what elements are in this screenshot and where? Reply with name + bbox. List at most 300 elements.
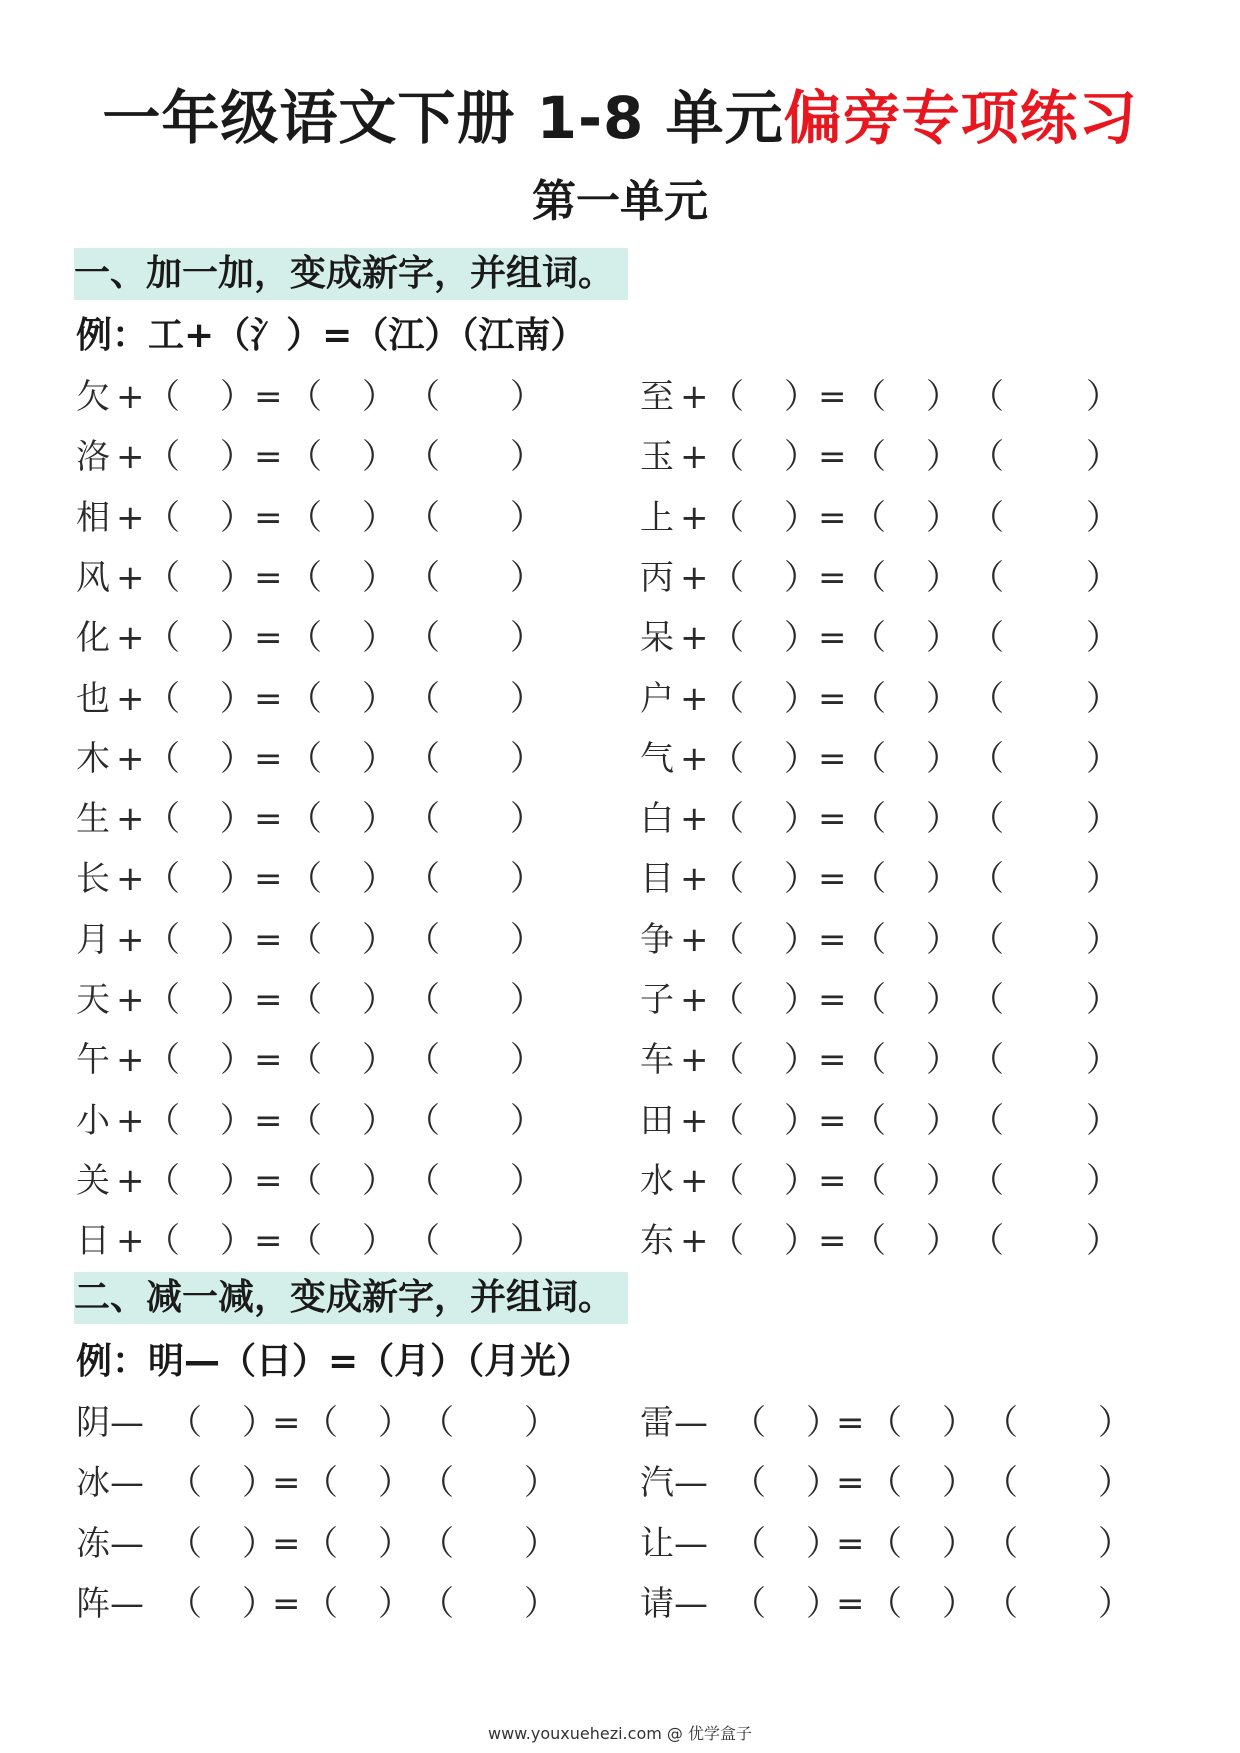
blank-open: （ [710, 799, 744, 840]
blank-close: ） [784, 1100, 818, 1141]
operator: + [680, 980, 709, 1020]
equals-sign: = [818, 1221, 847, 1262]
equals-sign: = [254, 618, 283, 659]
blank-close: ） [220, 1100, 254, 1141]
answer-close: ） [942, 1583, 976, 1624]
answer-open: （ [288, 738, 322, 779]
answer-close: ） [362, 437, 396, 478]
answer-open: （ [288, 1100, 322, 1141]
section1-example: 例：工+（氵）=（江）（江南） [76, 315, 587, 356]
exercise-row [76, 1096, 596, 1146]
exercise-row [76, 613, 596, 663]
exercise-char: 木 [76, 738, 110, 779]
blank-open: （ [710, 919, 744, 960]
exercise-char: 让 [640, 1523, 674, 1564]
answer-close: ） [362, 1040, 396, 1081]
blank-close: ） [784, 919, 818, 960]
exercise-row [640, 1035, 1160, 1085]
blank-close: ） [806, 1523, 840, 1564]
answer-close: ） [362, 497, 396, 538]
exercise-char: 相 [76, 497, 110, 538]
answer-close: ） [926, 678, 960, 719]
exercise-char: 户 [640, 678, 674, 719]
exercise-char: 欠 [76, 377, 110, 417]
answer-close: ） [926, 497, 960, 538]
equals-sign: = [818, 437, 847, 478]
answer-open: （ [868, 1403, 902, 1443]
word-open: （ [420, 1463, 454, 1504]
equals-sign: = [836, 1523, 865, 1564]
word-close: ） [524, 1523, 558, 1564]
exercise-row [76, 1458, 596, 1508]
answer-close: ） [362, 1160, 396, 1201]
answer-open: （ [868, 1523, 902, 1564]
operator: + [116, 618, 145, 659]
blank-close: ） [784, 1160, 818, 1201]
word-close: ） [510, 377, 544, 417]
exercise-char: 上 [640, 497, 674, 538]
equals-sign: = [254, 1221, 283, 1262]
blank-close: ） [784, 678, 818, 719]
operator: — [110, 1403, 144, 1443]
operator: + [680, 1160, 709, 1201]
operator: + [116, 1100, 145, 1141]
answer-open: （ [868, 1583, 902, 1624]
answer-open: （ [288, 859, 322, 900]
blank-close: ） [220, 738, 254, 779]
equals-sign: = [818, 980, 847, 1020]
answer-close: ） [378, 1523, 412, 1564]
word-close: ） [510, 678, 544, 719]
exercise-row [76, 674, 596, 724]
blank-open: （ [168, 1583, 202, 1624]
equals-sign: = [254, 678, 283, 719]
exercise-char: 也 [76, 678, 110, 719]
exercise-char: 风 [76, 557, 110, 598]
page-title [0, 78, 1240, 158]
unit-subtitle: 第一单元 [532, 176, 708, 227]
answer-close: ） [362, 618, 396, 659]
answer-close: ） [362, 799, 396, 840]
exercise-char: 东 [640, 1221, 674, 1262]
answer-open: （ [852, 1100, 886, 1141]
answer-close: ） [926, 859, 960, 900]
word-close: ） [510, 1100, 544, 1141]
exercise-row [76, 734, 596, 784]
answer-close: ） [378, 1463, 412, 1504]
blank-open: （ [710, 678, 744, 719]
operator: + [116, 738, 145, 779]
answer-close: ） [362, 678, 396, 719]
word-open: （ [984, 1403, 1018, 1443]
answer-close: ） [942, 1523, 976, 1564]
exercise-char: 目 [640, 859, 674, 900]
answer-open: （ [304, 1403, 338, 1443]
blank-close: ） [220, 678, 254, 719]
word-open: （ [984, 1583, 1018, 1624]
exercise-row [76, 1398, 596, 1448]
blank-open: （ [710, 497, 744, 538]
word-close: ） [510, 1040, 544, 1081]
blank-open: （ [146, 618, 180, 659]
equals-sign: = [818, 919, 847, 960]
answer-open: （ [852, 738, 886, 779]
exercise-row [640, 613, 1160, 663]
exercise-row [640, 734, 1160, 784]
exercise-row [640, 854, 1160, 904]
answer-open: （ [852, 919, 886, 960]
exercise-row [640, 1398, 1160, 1448]
exercise-row [76, 432, 596, 482]
answer-open: （ [288, 678, 322, 719]
blank-close: ） [220, 437, 254, 478]
word-close: ） [1086, 497, 1120, 538]
exercise-row [76, 854, 596, 904]
answer-open: （ [304, 1583, 338, 1624]
equals-sign: = [254, 859, 283, 900]
blank-open: （ [732, 1583, 766, 1624]
answer-open: （ [288, 618, 322, 659]
answer-close: ） [378, 1403, 412, 1443]
operator: + [116, 859, 145, 900]
word-close: ） [510, 1221, 544, 1262]
operator: + [116, 919, 145, 960]
exercise-char: 关 [76, 1160, 110, 1201]
word-close: ） [1086, 377, 1120, 417]
operator: + [116, 1040, 145, 1081]
word-open: （ [970, 1100, 1004, 1141]
word-close: ） [510, 919, 544, 960]
equals-sign: = [818, 678, 847, 719]
blank-open: （ [146, 799, 180, 840]
word-close: ） [510, 859, 544, 900]
exercise-row [76, 372, 596, 422]
answer-close: ） [926, 1160, 960, 1201]
blank-open: （ [146, 678, 180, 719]
blank-close: ） [220, 497, 254, 538]
operator: + [116, 377, 145, 417]
exercise-row [76, 1035, 596, 1085]
title-main: 一年级语文下册 1-8 单元 [102, 84, 784, 152]
exercise-char: 洛 [76, 437, 110, 478]
operator: + [116, 437, 145, 478]
word-open: （ [984, 1463, 1018, 1504]
blank-open: （ [710, 1100, 744, 1141]
answer-close: ） [926, 557, 960, 598]
word-close: ） [1086, 557, 1120, 598]
answer-open: （ [852, 437, 886, 478]
blank-open: （ [146, 377, 180, 417]
blank-open: （ [710, 618, 744, 659]
operator: + [680, 919, 709, 960]
exercise-char: 冰 [76, 1463, 110, 1504]
exercise-char: 汽 [640, 1463, 674, 1504]
blank-open: （ [168, 1463, 202, 1504]
blank-open: （ [146, 980, 180, 1020]
exercise-row [640, 1458, 1160, 1508]
exercise-row [640, 1096, 1160, 1146]
operator: — [674, 1403, 708, 1443]
blank-close: ） [220, 799, 254, 840]
operator: + [116, 1221, 145, 1262]
exercise-char: 请 [640, 1583, 674, 1624]
equals-sign: = [254, 1040, 283, 1081]
word-open: （ [970, 678, 1004, 719]
blank-open: （ [146, 859, 180, 900]
exercise-row [640, 1216, 1160, 1266]
answer-open: （ [852, 377, 886, 417]
word-open: （ [406, 1221, 440, 1262]
exercise-char: 田 [640, 1100, 674, 1141]
blank-close: ） [784, 377, 818, 417]
word-close: ） [1086, 919, 1120, 960]
equals-sign: = [254, 1100, 283, 1141]
blank-close: ） [220, 557, 254, 598]
blank-close: ） [784, 618, 818, 659]
operator: + [680, 1221, 709, 1262]
exercise-row [640, 794, 1160, 844]
word-close: ） [1086, 618, 1120, 659]
answer-close: ） [926, 1221, 960, 1262]
blank-open: （ [168, 1523, 202, 1564]
word-close: ） [1086, 1160, 1120, 1201]
blank-open: （ [146, 1040, 180, 1081]
answer-open: （ [288, 799, 322, 840]
blank-close: ） [784, 799, 818, 840]
equals-sign: = [836, 1583, 865, 1624]
answer-open: （ [868, 1463, 902, 1504]
footer-watermark: www.youxuehezi.com @ 优学盒子 [488, 1724, 752, 1743]
operator: — [674, 1583, 708, 1624]
exercise-row [640, 372, 1160, 422]
operator: — [110, 1463, 144, 1504]
blank-open: （ [146, 497, 180, 538]
equals-sign: = [272, 1523, 301, 1564]
exercise-row [76, 1156, 596, 1206]
word-open: （ [406, 618, 440, 659]
answer-close: ） [378, 1583, 412, 1624]
operator: + [680, 377, 709, 417]
word-open: （ [970, 377, 1004, 417]
word-close: ） [524, 1403, 558, 1443]
exercise-char: 生 [76, 799, 110, 840]
exercise-row [640, 553, 1160, 603]
blank-close: ） [220, 377, 254, 417]
answer-close: ） [362, 919, 396, 960]
answer-open: （ [852, 1160, 886, 1201]
exercise-char: 阵 [76, 1583, 110, 1624]
answer-open: （ [304, 1463, 338, 1504]
blank-open: （ [146, 437, 180, 478]
blank-close: ） [784, 859, 818, 900]
operator: + [116, 557, 145, 598]
blank-close: ） [220, 919, 254, 960]
exercise-char: 玉 [640, 437, 674, 478]
word-open: （ [970, 557, 1004, 598]
answer-close: ） [926, 980, 960, 1020]
exercise-char: 日 [76, 1221, 110, 1262]
word-open: （ [970, 618, 1004, 659]
blank-close: ） [220, 859, 254, 900]
answer-close: ） [362, 738, 396, 779]
answer-open: （ [852, 618, 886, 659]
blank-open: （ [710, 1221, 744, 1262]
answer-close: ） [926, 618, 960, 659]
operator: — [110, 1523, 144, 1564]
word-open: （ [970, 738, 1004, 779]
blank-open: （ [146, 738, 180, 779]
answer-close: ） [926, 738, 960, 779]
blank-open: （ [146, 1221, 180, 1262]
word-close: ） [510, 799, 544, 840]
word-open: （ [970, 1160, 1004, 1201]
word-open: （ [406, 919, 440, 960]
equals-sign: = [836, 1403, 865, 1443]
word-open: （ [420, 1583, 454, 1624]
operator: — [110, 1583, 144, 1624]
equals-sign: = [272, 1583, 301, 1624]
blank-open: （ [146, 919, 180, 960]
answer-close: ） [362, 1221, 396, 1262]
word-open: （ [406, 557, 440, 598]
exercise-char: 呆 [640, 618, 674, 659]
blank-close: ） [242, 1523, 276, 1564]
blank-open: （ [710, 738, 744, 779]
exercise-row [640, 674, 1160, 724]
answer-close: ） [362, 377, 396, 417]
word-open: （ [406, 377, 440, 417]
answer-close: ） [942, 1463, 976, 1504]
answer-close: ） [362, 980, 396, 1020]
equals-sign: = [818, 618, 847, 659]
operator: + [116, 980, 145, 1020]
answer-open: （ [288, 1221, 322, 1262]
word-close: ） [510, 557, 544, 598]
word-open: （ [970, 1040, 1004, 1081]
blank-open: （ [710, 557, 744, 598]
word-close: ） [1098, 1463, 1132, 1504]
exercise-char: 小 [76, 1100, 110, 1141]
word-open: （ [406, 1160, 440, 1201]
blank-open: （ [710, 437, 744, 478]
operator: + [680, 1100, 709, 1141]
blank-close: ） [242, 1463, 276, 1504]
equals-sign: = [836, 1463, 865, 1504]
exercise-char: 白 [640, 799, 674, 840]
word-open: （ [406, 1040, 440, 1081]
exercise-row [76, 794, 596, 844]
answer-open: （ [288, 377, 322, 417]
equals-sign: = [818, 1160, 847, 1201]
word-close: ） [1086, 678, 1120, 719]
equals-sign: = [254, 738, 283, 779]
exercise-char: 水 [640, 1160, 674, 1201]
word-open: （ [970, 799, 1004, 840]
equals-sign: = [254, 437, 283, 478]
answer-close: ） [942, 1403, 976, 1443]
answer-open: （ [852, 1040, 886, 1081]
section1-heading: 一、加一加，变成新字，并组词。 [74, 248, 628, 300]
word-close: ） [1086, 437, 1120, 478]
answer-open: （ [852, 678, 886, 719]
blank-open: （ [732, 1403, 766, 1443]
blank-close: ） [220, 980, 254, 1020]
word-open: （ [970, 980, 1004, 1020]
exercise-row [76, 915, 596, 965]
word-open: （ [406, 799, 440, 840]
exercise-row [76, 1519, 596, 1569]
blank-open: （ [710, 1160, 744, 1201]
word-open: （ [406, 678, 440, 719]
equals-sign: = [254, 919, 283, 960]
operator: + [680, 437, 709, 478]
word-close: ） [510, 437, 544, 478]
word-open: （ [970, 859, 1004, 900]
exercise-char: 天 [76, 980, 110, 1020]
exercise-char: 子 [640, 980, 674, 1020]
operator: + [680, 799, 709, 840]
exercise-row [640, 1579, 1160, 1629]
answer-close: ） [926, 1040, 960, 1081]
operator: + [680, 678, 709, 719]
equals-sign: = [818, 1100, 847, 1141]
answer-open: （ [852, 557, 886, 598]
word-open: （ [406, 859, 440, 900]
word-close: ） [510, 618, 544, 659]
answer-open: （ [288, 1040, 322, 1081]
word-open: （ [406, 497, 440, 538]
operator: + [116, 799, 145, 840]
exercise-char: 争 [640, 919, 674, 960]
equals-sign: = [818, 1040, 847, 1081]
operator: + [116, 497, 145, 538]
word-close: ） [510, 980, 544, 1020]
answer-close: ） [926, 437, 960, 478]
operator: + [116, 1160, 145, 1201]
word-close: ） [1086, 738, 1120, 779]
blank-close: ） [220, 1160, 254, 1201]
word-open: （ [406, 1100, 440, 1141]
exercise-row [76, 1216, 596, 1266]
blank-open: （ [710, 859, 744, 900]
blank-open: （ [146, 1100, 180, 1141]
operator: + [116, 678, 145, 719]
exercise-char: 月 [76, 919, 110, 960]
exercise-row [76, 1579, 596, 1629]
equals-sign: = [254, 377, 283, 417]
equals-sign: = [818, 377, 847, 417]
blank-open: （ [732, 1463, 766, 1504]
word-close: ） [524, 1583, 558, 1624]
answer-close: ） [362, 1100, 396, 1141]
word-open: （ [406, 437, 440, 478]
operator: + [680, 497, 709, 538]
blank-close: ） [220, 618, 254, 659]
exercise-char: 化 [76, 618, 110, 659]
exercise-char: 车 [640, 1040, 674, 1081]
operator: + [680, 738, 709, 779]
answer-open: （ [288, 980, 322, 1020]
equals-sign: = [818, 497, 847, 538]
answer-open: （ [852, 980, 886, 1020]
word-open: （ [970, 1221, 1004, 1262]
exercise-char: 雷 [640, 1403, 674, 1443]
equals-sign: = [254, 1160, 283, 1201]
blank-close: ） [784, 437, 818, 478]
exercise-row [76, 553, 596, 603]
blank-open: （ [710, 1040, 744, 1081]
exercise-char: 午 [76, 1040, 110, 1081]
